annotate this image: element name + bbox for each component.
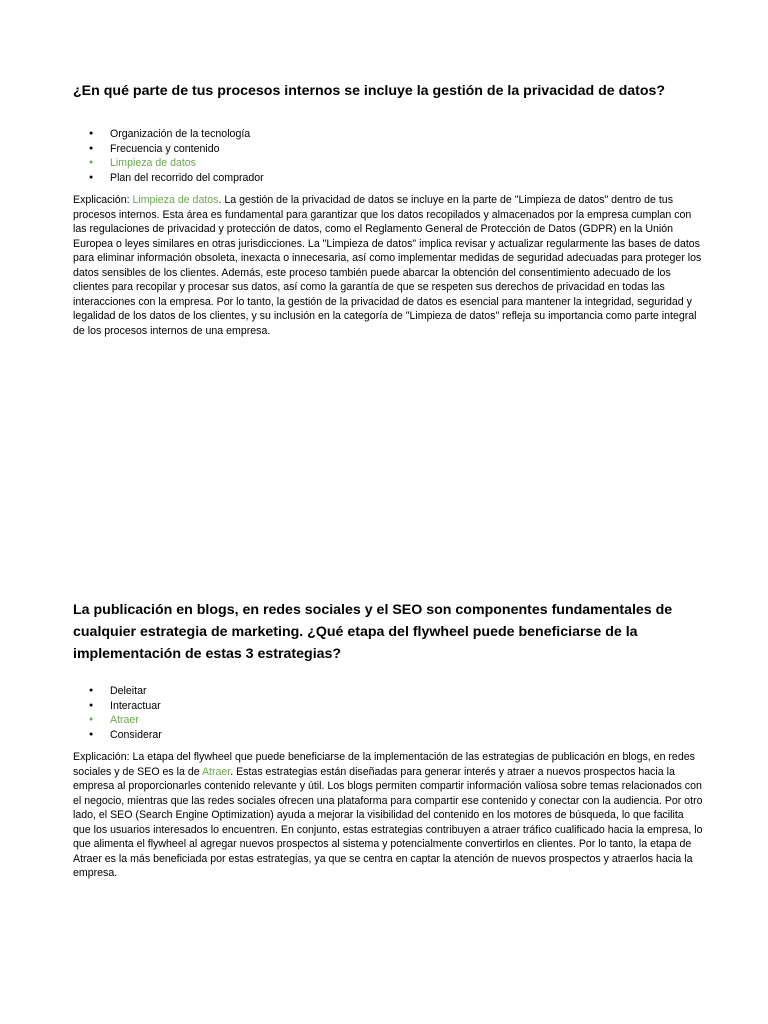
answer-option: ● Considerar: [73, 728, 703, 743]
explanation-prefix: Explicación: La etapa del flywheel que puede beneficiarse de la implementación de las estrategias de publicación en blogs, en redes sociales y de SEO es la de: [73, 751, 695, 778]
answer-option-correct: ● Atraer: [73, 713, 703, 728]
explanation-paragraph: [73, 193, 703, 338]
answer-option-correct: ● Limpieza de datos: [73, 156, 703, 171]
explanation-text: . Estas estrategias están diseñadas para generar interés y atraer a nuevos prospectos hacia la empresa al proporcionarles contenido relevante y útil. Los blogs permiten compartir información valiosa sobre temas relacionados con el negocio, mientras que las redes sociales ofrecen una plataforma para compartir ese contenido y conectar con la audiencia. Por otro lado, el SEO (Search Engine Optimization) ayuda a mejorar la visibilidad del contenido en los motores de búsqueda, lo que facilita que los usuarios interesados lo encuentren. En conjunto, estas estrategias contribuyen a atraer tráfico cualificado hacia la empresa, lo que alimenta el flywheel al agregar nuevos prospectos al sistema y potencialmente convertirlos en clientes. Por lo tanto, la etapa de Atraer es la más beneficiada por estas estrategias, ya que se centra en captar la atención de nuevos prospectos y atraerlos hacia la empresa.: [73, 765, 703, 879]
explanation-paragraph: [73, 750, 703, 881]
answer-options-list: [73, 127, 703, 185]
explanation-prefix: Explicación:: [73, 194, 133, 206]
answer-options-list: [73, 684, 703, 742]
answer-option: ● Frecuencia y contenido: [73, 142, 703, 157]
answer-option: ● Interactuar: [73, 699, 703, 714]
explanation-highlight: Limpieza de datos: [132, 194, 219, 206]
answer-option: ● Plan del recorrido del comprador: [73, 171, 703, 186]
question-title: ¿En qué parte de tus procesos internos se incluye la gestión de la privacidad de datos?: [73, 83, 666, 99]
answer-option: ● Organización de la tecnología: [73, 127, 703, 142]
explanation-highlight: Atraer: [201, 765, 231, 778]
question-title: La publicación en blogs, en redes sociales y el SEO son componentes fundamentales de cualquier estrategia de marketing. ¿Qué etapa del flywheel puede beneficiarse de la implementación de estas 3 estrategias?: [73, 602, 673, 662]
answer-option: ● Deleitar: [73, 684, 703, 699]
question-block-2: [73, 599, 703, 881]
question-block-1: [73, 80, 703, 338]
explanation-text: . La gestión de la privacidad de datos se incluye en la parte de "Limpieza de datos" dentro de tus procesos internos. Esta área es fundamental para garantizar que los datos recopilados y almacenados por la empresa cumplan con las regulaciones de privacidad y protección de datos, como el Reglamento General de Protección de Datos (GDPR) en la Unión Europea o leyes similares en otras jurisdicciones. La "Limpieza de datos" implica revisar y actualizar regularmente las bases de datos para eliminar información obsoleta, inexacta o innecesaria, así como implementar medidas de seguridad adecuadas para proteger los datos sensibles de los clientes. Además, este proceso también puede abarcar la obtención del consentimiento adecuado de los clientes para recopilar y procesar sus datos, así como la garantía de que se respeten sus derechos de privacidad en todas las interacciones con la empresa. Por lo tanto, la gestión de la privacidad de datos es esencial para mantener la integridad, seguridad y legalidad de los datos de los clientes, y su inclusión en la categoría de "Limpieza de datos" refleja su importancia como parte integral de los procesos internos de una empresa.: [73, 194, 702, 337]
